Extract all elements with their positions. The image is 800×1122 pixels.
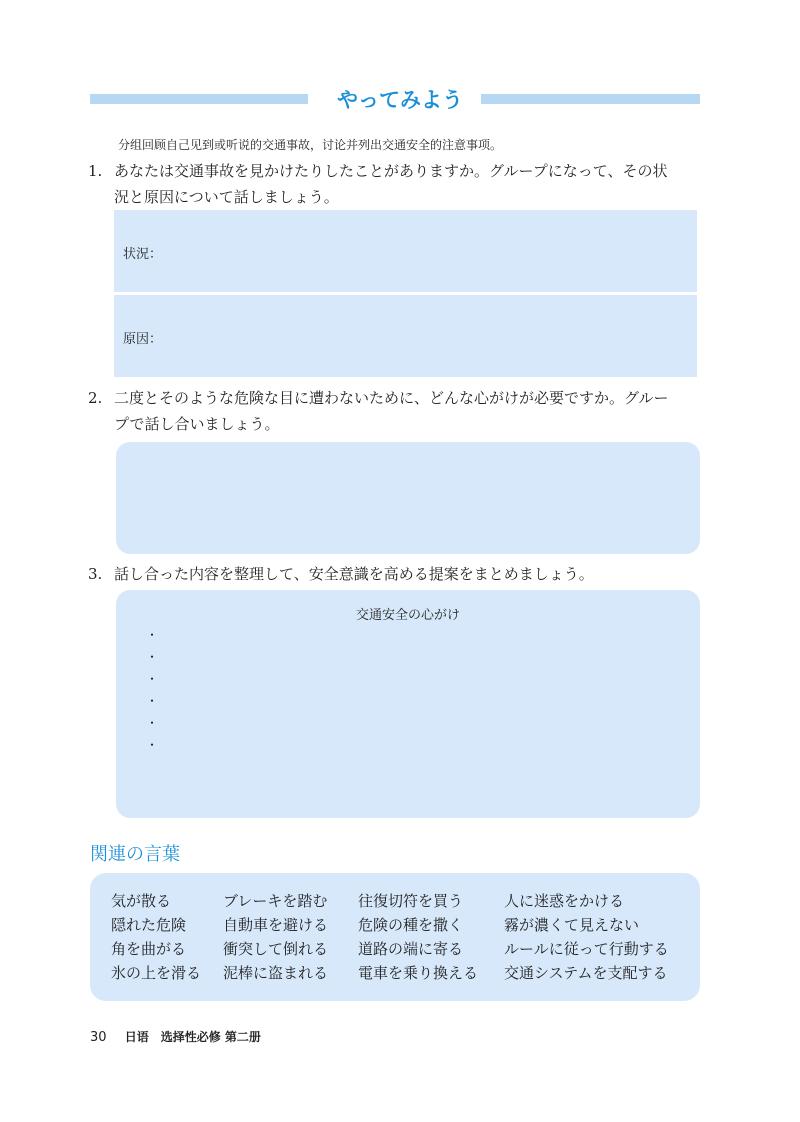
question-text-line: あなたは交通事故を見かけたりしたことがありますか。グループになって、その状: [114, 162, 668, 180]
vocab-word: 泥棒に盗まれる: [223, 964, 329, 982]
page-footer: [90, 1028, 261, 1045]
question-number: 1.: [88, 162, 103, 180]
question-text-line: 況と原因について話しましょう。: [114, 188, 339, 206]
vocab-word: 氷の上を滑る: [111, 964, 202, 982]
question-text-line: プで話し合いましょう。: [114, 415, 280, 433]
question-3: [88, 561, 708, 587]
bullet-point: ・: [146, 694, 159, 708]
vocab-word: ルールに従って行動する: [504, 940, 669, 958]
proposal-box-title: 交通安全の心がけ: [355, 608, 460, 623]
vocab-word: 隠れた危険: [111, 916, 187, 934]
related-words-heading: 関連の言葉: [90, 844, 180, 865]
intro-text: 分组回顾自己见到或听说的交通事故，讨论并列出交通安全的注意事项。: [118, 138, 503, 152]
question-number: 2.: [88, 389, 103, 407]
proposal-answer-box[interactable]: [116, 590, 700, 818]
title-bar-left: [90, 94, 308, 104]
question-text-line: 二度とそのような危険な目に遭わないために、どんな心がけが必要ですか。グルー: [114, 389, 669, 407]
discussion-answer-box[interactable]: [116, 442, 700, 554]
section-title: やってみよう: [337, 88, 463, 112]
vocab-word: 電車を乗り換える: [358, 964, 479, 982]
vocab-word: 危険の種を撒く: [358, 916, 464, 934]
question-2: [88, 385, 708, 437]
page-number: 30: [90, 1030, 107, 1045]
bullet-point: ・: [146, 672, 159, 686]
question-1: [88, 158, 708, 210]
vocab-word: ブレーキを踏む: [223, 892, 328, 910]
title-bar-right: [481, 94, 700, 104]
vocab-word: 気が散る: [111, 892, 172, 910]
vocab-word: 道路の端に寄る: [358, 940, 464, 958]
vocab-word: 交通システムを支配する: [504, 964, 668, 982]
vocab-word: 角を曲がる: [111, 940, 187, 958]
situation-answer-box[interactable]: [114, 210, 697, 292]
situation-label: 状況：: [123, 247, 163, 262]
question-number: 3.: [88, 565, 103, 583]
cause-answer-box[interactable]: [114, 295, 697, 377]
vocab-word: 人に迷惑をかける: [504, 892, 625, 910]
bullet-point: ・: [146, 738, 159, 752]
vocab-word: 衝突して倒れる: [223, 940, 329, 958]
cause-label: 原因：: [123, 332, 163, 347]
book-title: 日语 选择性必修 第二册: [124, 1030, 261, 1044]
vocab-word: 自動車を避ける: [223, 916, 329, 934]
vocab-word: 往復切符を買う: [358, 892, 464, 910]
bullet-point: ・: [146, 716, 159, 730]
bullet-point: ・: [146, 628, 159, 642]
related-words-box: [90, 873, 700, 1001]
vocab-word: 霧が濃くて見えない: [504, 916, 640, 934]
bullet-point: ・: [146, 650, 159, 664]
question-text-line: 話し合った内容を整理して、安全意識を高める提案をまとめましょう。: [114, 565, 594, 583]
